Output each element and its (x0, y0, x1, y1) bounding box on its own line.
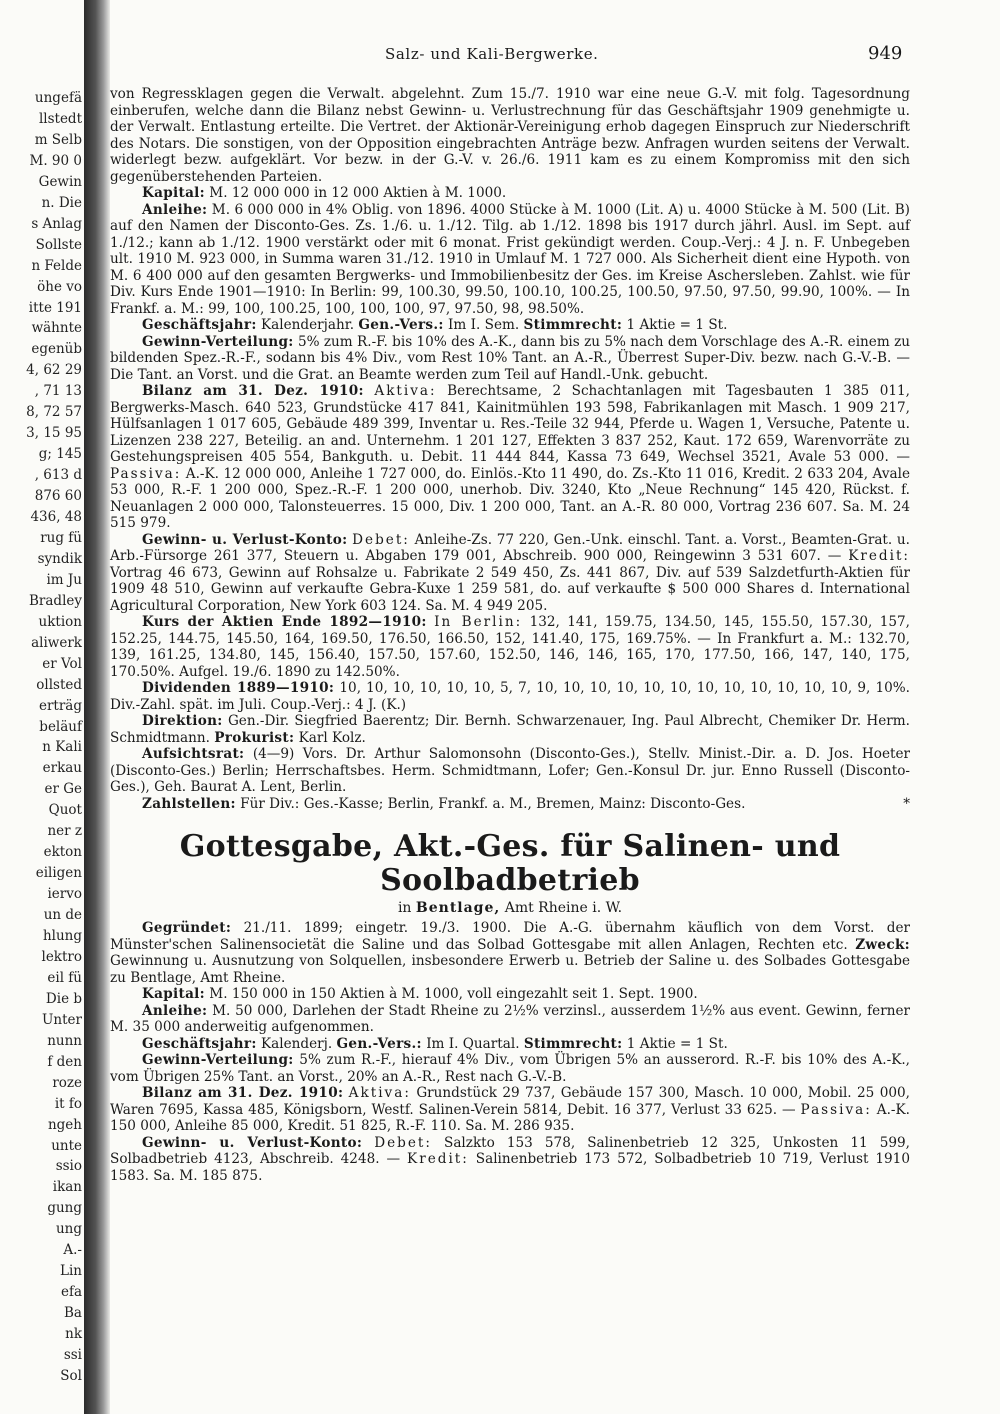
s1-zahlstellen (110, 796, 910, 813)
adjacent-page-fragment: Gewin (38, 173, 82, 190)
adjacent-page-fragment: beläuf (39, 718, 82, 735)
s2-bilanz-label: Bilanz am 31. Dez. 1910: (142, 1085, 344, 1101)
s1-kurse-label: Kurs der Aktien Ende 1892—1910: (142, 614, 427, 630)
adjacent-page-fragment: uktion (38, 613, 82, 630)
adjacent-page-fragment: nunn (47, 1032, 82, 1049)
s1-direktion-label: Direktion: (142, 713, 223, 729)
s1-guv-label: Gewinn- u. Verlust-Konto: (142, 531, 348, 548)
s1-stimm-label: Stimmrecht: (523, 317, 623, 333)
s1-bilanz-label: Bilanz am 31. Dez. 1910: (142, 383, 364, 399)
adjacent-page-fragment: 3, 15 95 (26, 425, 82, 442)
adjacent-page-fragment: ung (55, 1221, 82, 1238)
adjacent-page-fragment: Sollste (35, 236, 82, 253)
s1-intro-paragraph: von Regressklagen gegen die Verwalt. abgelehnt. Zum 15./7. 1910 war eine neue G.-V. mit folg. Tagesordnung einberufen, welche dann die Bilanz nebst Gewinn- u. Verlustrechnung für das Geschäftsjahr 1909 genehmigte u. der Verwalt. Entlastung erteilte. Die Vertret. der Aktionär-Vereinigung erhob dagegen Einspruch zur Niederschrift des Notars. Die sonstigen, von der Opposition eingebrachten Anträge bezw. Anfragen wurden seitens der Verwalt. widerlegt bezw. aufgeklärt. Vor bezw. in der G.-V. v. 26./6. 1911 kam es zu einem Kompromiss mit den sich gegenüberstehenden Parteien. (110, 86, 910, 185)
adjacent-page-fragment: llstedt (38, 110, 82, 127)
adjacent-page-fragment: syndik (37, 550, 82, 567)
s1-anleihe-text: M. 6 000 000 in 4% Oblig. von 1896. 4000 Stücke à M. 1000 (Lit. A) u. 4000 Stücke à M. 500 (Lit. B) auf den Namen der Disconto-Ges. Zs. 1./6. u. 1./12. Tilg. ab 1./12. 1898 bis 1917 durch jährl. Ausl. im Sept. auf 1./12.; kann ab 1./12. 1900 verstärkt oder mit 6 monat. Frist gekündigt werden. Coup.-Verj.: 4 J. n. F. Unbegeben ult. 1910 M. 923 000, in Summa waren 31./12. 1910 in Umlauf M. 1 727 000. Als Sicherheit dient eine Hypoth. von M. 6 400 000 auf den gesamten Bergwerks- und Immobilienbesitz der Ges. im Kreise Aschersleben. Zahlst. wie für Div. Kurs Ende 1901—1910: In Berlin: 99, 100.30, 99.50, 100.10, 100.25, 100.50, 97.50, 97.50, 99.90, 100%. — In Frankf. a. M.: 99, 100, 100.25, 100, 100, 100, 97, 97.50, 98, 98.50%. (110, 201, 910, 317)
s2-gegruendet (110, 920, 910, 986)
adjacent-page-fragment: M. 90 0 (29, 152, 82, 169)
adjacent-page-fragment: m Selb (34, 131, 82, 148)
s1-zahlstellen-text: Für Div.: Ges.-Kasse; Berlin, Frankf. a. M., Bremen, Mainz: Disconto-Ges. (240, 795, 746, 812)
s1-aufsichtsrat (110, 746, 910, 796)
s2-kapital-text: M. 150 000 in 150 Aktien à M. 1000, voll eingezahlt seit 1. Sept. 1900. (209, 986, 698, 1002)
s2-aktiva-text: Grundstück 29 737, Gebäude 157 300, Masch. 10 000, Mobil. 25 000, Waren 7695, Kassa 485, Königsborn, Westf. Salinen-Verein 5814, Debit. 16 377, Verlust 33 625. — (110, 1085, 910, 1118)
adjacent-page-fragment: f den (47, 1053, 82, 1070)
company-title: Gottesgabe, Akt.-Ges. für Salinen- und Soolbadbetrieb (179, 829, 841, 898)
adjacent-page-fragment: ngeh (47, 1116, 82, 1133)
running-title: Salz- und Kali-Bergwerke. (385, 45, 599, 63)
s2-anleihe-label: Anleihe: (142, 1002, 208, 1019)
adjacent-page-fragment: im Ju (46, 571, 82, 588)
s1-gewinn-verteilung (110, 334, 910, 384)
s2-anleihe (110, 1003, 910, 1036)
s2-anleihe-text: M. 50 000, Darlehen der Stadt Rheine zu 2½% verzinsl., ausserdem 1½% aus event. Gewinn, ferner M. 35 000 anderweitig aufgenommen. (110, 1002, 910, 1035)
s2-stimm-label: Stimmrecht: (523, 1035, 623, 1052)
page-number: 949 (868, 43, 903, 64)
adjacent-page-fragment: Unter (42, 1011, 82, 1028)
adjacent-page-fragment: ekton (43, 844, 82, 861)
s2-gj-text: Kalenderj. (260, 1035, 333, 1052)
s1-passiva-text: A.-K. 12 000 000, Anleihe 1 727 000, do. Einlös.-Kto 11 490, do. Zs.-Kto 11 016, Kredit. 2 633 204, Avale 53 000, R.-F. 1 200 000, Spez.-R.-F. 1 200 000, unerhob. Div. 3240, Kto „Neue Rechnung“ 145 420, Rückst. f. Neuanlagen 2 000 000, Talonsteuerres. 15 000, Div. 1 200 000, Tant. an A.-R. 80 000, Vortrag 236 607. Sa. M. 24 515 979. (110, 465, 910, 531)
adjacent-page-fragment: efa (60, 1284, 82, 1301)
book-gutter-shadow (84, 0, 110, 1414)
s2-gv-text: Im I. Quartal. (426, 1035, 520, 1052)
s1-aufsichtsrat-label: Aufsichtsrat: (142, 746, 245, 762)
adjacent-page-fragment: Lin (60, 1263, 82, 1280)
subtitle-pre: in (397, 900, 412, 916)
s1-kurse-berlin: In Berlin: (434, 614, 523, 630)
adjacent-page-fragment: erkau (42, 760, 82, 777)
adjacent-page-fragment: it fo (54, 1095, 82, 1112)
s1-gj-text: Kalenderjahr. (260, 317, 355, 333)
adjacent-page-fragment: eil fü (47, 969, 82, 986)
s2-passiva-word: Passiva: (800, 1101, 872, 1118)
s1-kredit-text: Vortrag 46 673, Gewinn auf Rohsalze u. Fabrikate 2 549 450, Zs. 441 867, Div. auf 539 Salzdetfurth-Aktien für 1909 48 510, Gewinn auf verkaufte Gebra-Kuxe 1 259 581, do. auf verkaufte $ 500 000 Shares d. International Agricultural Corporation, New York 603 124. Sa. M. 4 949 205. (110, 564, 910, 614)
adjacent-page-fragment: lektro (41, 948, 82, 965)
s1-stimm-text: 1 Aktie = 1 St. (626, 317, 728, 333)
s1-debet-text: Anleihe-Zs. 77 220, Gen.-Unk. einschl. Tant. a. Vorst., Beamten-Grat. u. Arb.-Fürsorge 261 377, Steuern u. Abgaben 179 001, Abschreib. 900 000, Reingewinn 3 531 607. — (110, 531, 910, 564)
s2-gewinn-label: Gewinn-Verteilung: (142, 1052, 294, 1068)
s1-prokurist-text: Karl Kolz. (298, 729, 366, 746)
adjacent-page-strip (0, 0, 88, 1414)
s1-aktiva-text: Berechtsame, 2 Schachtanlagen mit Tagesbauten 1 385 011, Bergwerks-Masch. 640 523, Grundstücke 417 841, Kainitmühlen 193 598, Fabrikanlagen mit Masch. 1 909 217, Hülfsanlagen 1 017 605, Gebäude 489 399, Inventar u. Res.-Teile 32 944, Pferde u. Wagen 1, Versuche, Patente u. Lizenzen 238 227, Beteilig. an and. Unternehm. 1 201 127, Effekten 3 837 252, Kaut. 172 659, Warenvorräte zu Gestehungspreisen 405 554, Bankguth. u. Debit. 11 444 844, Kassa 73 649, Wechsel 3521, Avale 53 000. — (110, 383, 910, 465)
adjacent-page-fragment: Bradley (29, 592, 82, 609)
adjacent-page-fragment: Sol (60, 1368, 82, 1384)
adjacent-page-fragment: , 613 d (34, 467, 82, 484)
adjacent-page-fragment: 8, 72 57 (26, 404, 82, 421)
s1-anleihe-label: Anleihe: (142, 201, 208, 218)
adjacent-page-fragment: 876 60 (34, 488, 82, 505)
adjacent-page-fragment: 4, 62 29 (26, 362, 82, 379)
s1-aktiva-word: Aktiva: (374, 383, 437, 399)
adjacent-page-fragment: itte 191 (28, 299, 82, 316)
s1-gewinn-label: Gewinn-Verteilung: (142, 333, 294, 350)
s1-kapital-label: Kapital: (142, 185, 205, 201)
s2-kapital-label: Kapital: (142, 986, 205, 1002)
s1-direktion-text: Gen.-Dir. Siegfried Baerentz; Dir. Bernh. Schwarzenauer, Ing. Paul Albrecht, Chemiker Dr. Herm. Schmidtmann. (110, 713, 910, 746)
subtitle-place: Bentlage, (415, 900, 501, 916)
s2-aktiva-word: Aktiva: (348, 1085, 411, 1101)
s1-gj-label: Geschäftsjahr: (142, 317, 257, 333)
s1-zahlstellen-label: Zahlstellen: (142, 795, 236, 812)
adjacent-page-fragment: eiligen (35, 865, 82, 882)
s2-zweck-label: Zweck: (855, 936, 910, 953)
s2-zweck-text: Gewinnung u. Ausnutzung von Solquellen, insbesondere Erwerb u. Betrieb der Saline u. des Solbades Gottesgabe zu Bentlage, Amt Rheine. (110, 953, 910, 986)
adjacent-page-fragment: ikan (52, 1179, 82, 1196)
adjacent-page-fragment: n Kali (42, 739, 82, 756)
adjacent-page-fragment: ollsted (36, 676, 82, 693)
s2-gegr-text: 21./11. 1899; eingetr. 19./3. 1900. Die A.-G. übernahm käuflich von dem Vorst. der Münster'schen Salinensocietät die Saline und das Solbad Gottesgabe mit allen Anlagen, Rechten etc. (110, 920, 910, 953)
adjacent-page-fragment: , 71 13 (34, 383, 82, 400)
s1-gv-text: Im I. Sem. (448, 317, 520, 333)
adjacent-page-fragment: g; 145 (38, 446, 82, 463)
s1-debet-word: Debet: (352, 531, 410, 548)
s1-aufsichtsrat-text: (4—9) Vors. Dr. Arthur Salomonsohn (Disconto-Ges.), Stellv. Minist.-Dir. a. D. Jos. Hoeter (Disconto-Ges.) Berlin; Herrschaftsbes. Herm. Schmidtmann, Lofer; Gen.-Konsul Dr. jur. Enno Russell (Disconto-Ges.), Geh. Baurat A. Lent, Berlin. (110, 746, 910, 795)
s1-kapital-text: M. 12 000 000 in 12 000 Aktien à M. 1000. (209, 185, 507, 201)
s2-kredit-text: Salinenbetrieb 173 572, Solbadbetrieb 10 719, Verlust 1910 1583. Sa. M. 185 875. (110, 1151, 910, 1184)
adjacent-page-fragment: iervo (47, 886, 82, 903)
s2-kredit-word: Kredit: (407, 1151, 469, 1167)
adjacent-page-fragment: egenüb (31, 341, 82, 358)
adjacent-page-fragment: 436, 48 (30, 509, 82, 526)
s2-kapital (110, 986, 910, 1003)
s1-bilanz (110, 383, 910, 532)
company-subtitle (110, 900, 910, 916)
s2-gj-label: Geschäftsjahr: (142, 1035, 257, 1052)
adjacent-page-fragment: er Ge (44, 781, 82, 798)
adjacent-page-fragment: ssi (63, 1347, 82, 1364)
adjacent-page-fragment: unte (51, 1137, 82, 1154)
s2-debet-text: Salzkto 153 578, Salinenbetrieb 12 325, Unkosten 11 599, Solbadbetrieb 4123, Abschreib. 4248. — (110, 1134, 910, 1167)
main-text-column (110, 86, 910, 1184)
adjacent-page-fragment: rug fü (40, 529, 82, 546)
s1-gewinn-text: 5% zum R.-F. bis 10% des A.-K., dann bis zu 5% nach dem Vorschlage des A.-R. einem zu bildenden Spez.-R.-F., sodann bis 4% Div., vom Rest 10% Tant. an A.-R., Überrest Super-Div. bezw. nach G.-V.-B. — Die Tant. an Vorst. und die Grat. an Beamte werden zum Teil auf Handl.-Unk. gebucht. (110, 333, 910, 383)
adjacent-page-fragment: öhe vo (37, 278, 82, 295)
s1-kapital (110, 185, 910, 202)
subtitle-post: Amt Rheine i. W. (504, 900, 623, 916)
s2-stimm-text: 1 Aktie = 1 St. (626, 1035, 728, 1052)
s2-gv-label: Gen.-Vers.: (336, 1035, 422, 1052)
s1-gewinn-verlust (110, 532, 910, 615)
s1-prokurist-label: Prokurist: (214, 729, 295, 746)
adjacent-page-fragment: gung (47, 1200, 82, 1217)
s1-div-label: Dividenden 1889—1910: (142, 680, 335, 696)
adjacent-page-fragment: Quot (48, 802, 82, 819)
s2-geschaeftsjahr (110, 1036, 910, 1053)
adjacent-page-fragment: ssio (55, 1158, 82, 1175)
adjacent-page-fragment: n Felde (31, 257, 82, 274)
s2-debet-word: Debet: (374, 1134, 432, 1151)
adjacent-page-fragment: Ba (64, 1305, 82, 1322)
s2-gewinn-text: 5% zum R.-F., hierauf 4% Div., vom Übrigen 5% an ausserord. R.-F. bis 10% des A.-K., vom Übrigen 25% Tant. an Vorst., 20% an A.-R., Rest nach G.-V.-B. (110, 1052, 910, 1085)
adjacent-page-fragment: ner z (47, 823, 82, 840)
s1-end-mark: * (903, 795, 910, 812)
s1-gv-label: Gen.-Vers.: (358, 317, 444, 333)
adjacent-page-fragment: er Vol (42, 655, 82, 672)
adjacent-page-fragment: roze (52, 1074, 82, 1091)
s1-anleihe (110, 202, 910, 318)
s2-bilanz (110, 1085, 910, 1135)
adjacent-page-fragment: wähnte (31, 320, 82, 337)
adjacent-page-fragment: n. Die (41, 194, 82, 211)
adjacent-page-fragment: Die b (45, 990, 82, 1007)
s1-kurse (110, 614, 910, 680)
s2-guv-label: Gewinn- u. Verlust-Konto: (142, 1134, 363, 1151)
s1-kurse-text: 132, 141, 159.75, 134.50, 145, 155.50, 157.30, 157, 152.25, 144.75, 145.50, 164, 169.50, 176.50, 166.50, 152, 141.40, 175, 169.75%. — In Frankfurt a. M.: 132.70, 139, 161.25, 134.80, 145, 156.40, 157.50, 157.60, 152.50, 146, 146, 165, 170, 177.50, 166, 147, 140, 175, 170.50%. Aufgel. 19./6. 1890 zu 142.50%. (110, 614, 910, 680)
adjacent-page-fragment: A.- (63, 1242, 82, 1259)
adjacent-page-fragment: nk (65, 1326, 82, 1343)
s1-direktion (110, 713, 910, 746)
s1-geschaeftsjahr (110, 317, 910, 334)
s1-div-text: 10, 10, 10, 10, 10, 10, 5, 7, 10, 10, 10, 10, 10, 10, 10, 10, 10, 10, 10, 10, 9, 10%. Div.-Zahl. spät. im Juli. Coup.-Verj.: 4 J. (K.) (110, 680, 911, 713)
adjacent-page-fragment: un de (43, 907, 82, 924)
adjacent-page-fragment: hlung (42, 928, 82, 945)
s1-passiva-word: Passiva: (110, 465, 182, 482)
s1-kredit-word: Kredit: (848, 548, 910, 564)
adjacent-page-fragment: erträg (38, 697, 82, 714)
s2-gewinn-verlust (110, 1135, 910, 1185)
s2-gewinn-verteilung (110, 1052, 910, 1085)
s1-dividenden (110, 680, 910, 713)
s2-gegr-label: Gegründet: (142, 920, 232, 936)
s2-passiva-text: A.-K. 150 000, Anleihe 85 000, Kredit. 51 825, R.-F. 110. Sa. M. 286 935. (110, 1101, 910, 1134)
adjacent-page-fragment: s Anlag (31, 215, 82, 232)
adjacent-page-fragment: ungefä (34, 90, 82, 106)
adjacent-page-fragment: aliwerk (31, 634, 82, 651)
